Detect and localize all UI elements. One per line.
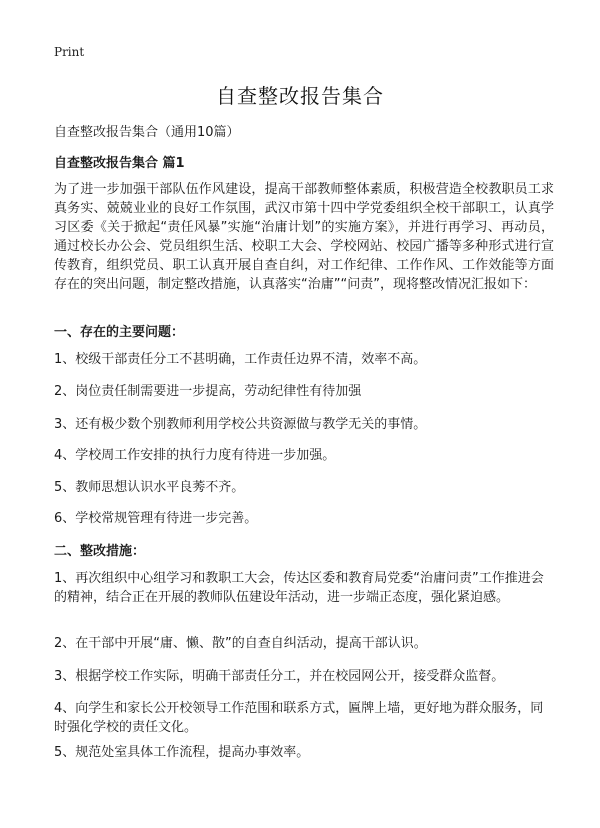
problem-item: 6、学校常规管理有待进一步完善。 xyxy=(54,511,258,526)
section2-heading: 二、整改措施： xyxy=(54,544,146,559)
print-link[interactable]: Print xyxy=(54,45,85,59)
measure-item: 4、向学生和家长公开校领导工作范围和联系方式，匾牌上墙，更好地为群众服务，同时强化学校的责任文化。 xyxy=(54,701,544,735)
problem-item: 4、学校周工作安排的执行力度有待进一步加强。 xyxy=(54,448,336,463)
measure-item: 3、根据学校工作实际，明确干部责任分工，并在校园网公开，接受群众监督。 xyxy=(54,669,505,684)
problem-item: 2、岗位责任制需要进一步提高，劳动纪律性有待加强 xyxy=(54,384,362,399)
section1-heading: 一、存在的主要问题： xyxy=(54,325,185,340)
article-heading: 自查整改报告集合 篇1 xyxy=(54,156,185,171)
measure-item: 2、在干部中开展“庸、懒、散”的自查自纠活动，提高干部认识。 xyxy=(54,636,427,651)
document-subtitle: 自查整改报告集合（通用10篇） xyxy=(54,125,240,140)
measure-item: 5、规范处室具体工作流程，提高办事效率。 xyxy=(54,745,310,760)
intro-paragraph: 为了进一步加强干部队伍作风建设，提高干部教师整体素质，积极营造全校教职员工求真务实、兢兢业业的良好工作氛围，武汉市第十四中学党委组织全校干部职工，认真学习区委《关于掀起“责任风暴”实施“治庸计划”的实施方案》，并进行再学习、再动员，通过校长办公会、党员组织生活、校职工大会、学校网站、校园广播等多种形式进行宣传教育，组织党员、职工认真开展自查自纠，对工作纪律、工作作风、工作效能等方面存在的突出问题，制定整改措施，认真落实“治庸”“问责”，现将整改情况汇报如下： xyxy=(54,182,554,292)
problem-item: 3、还有极少数个别教师利用学校公共资源做与教学无关的事情。 xyxy=(54,417,427,432)
problem-item: 1、校级干部责任分工不甚明确，工作责任边界不清，效率不高。 xyxy=(54,352,427,367)
page-title: 自查整改报告集合 xyxy=(216,84,384,108)
problem-item: 5、教师思想认识水平良莠不齐。 xyxy=(54,480,245,495)
measure-item: 1、再次组织中心组学习和教职工大会，传达区委和教育局党委“治庸问责”工作推进会的精神，结合正在开展的教师队伍建设年活动，进一步端正态度，强化紧迫感。 xyxy=(54,571,544,605)
